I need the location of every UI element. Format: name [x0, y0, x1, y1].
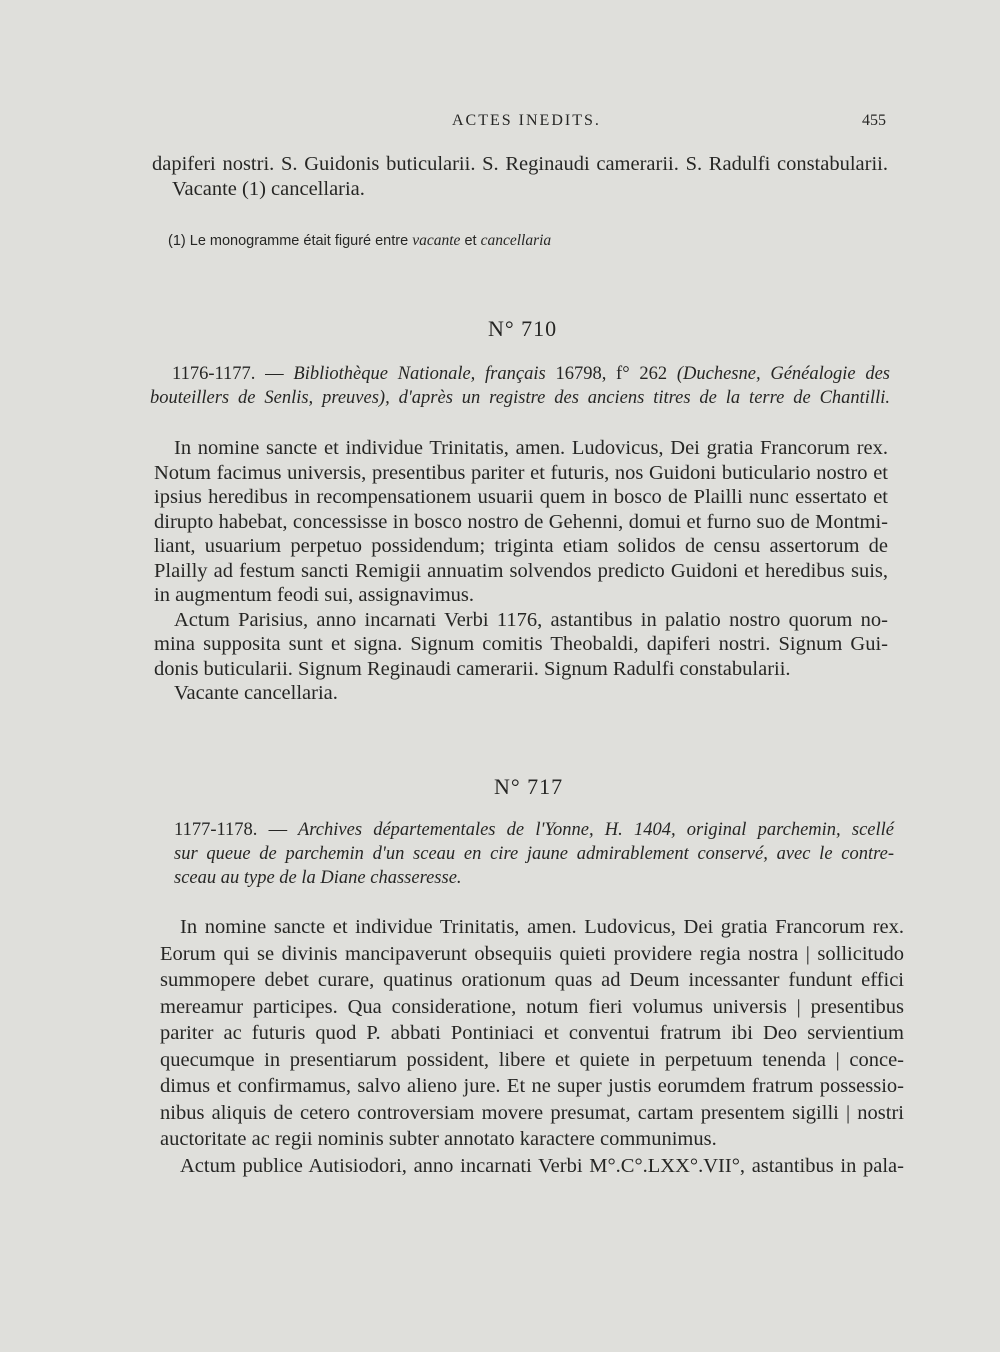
source-repository: Bibliothèque Nationale, français	[293, 364, 546, 384]
source-date: 1177-1178. —	[174, 820, 288, 840]
act-717-text: In nomine sancte et individue Trinitatis, amen. Ludovicus, Dei gratia Francorum rex. Eorum qui se divinis mancipaverunt obsequiis quieti providere regia nostra | sollicitudo summopere debet curare, quatinus orationum quas ad Deum incessanter fundunt effici mereamur participes. Qua consideratione, notum fieri volumus universis | presentibus pariter ac futuris quod P. abbati Pontiniaci et conventui fratrum ibi Deo servientium quecumque in presentiarum possident, libere et quiete in perpetuum tenenda | conce- dimus et confirmamus, salvo alieno jure. Et ne super justis eorumdem fratrum possessio- nibus aliquis de cetero controversiam movere presumat, cartam presentem sigilli | nostri auctoritate ac regii nominis subter annotato karactere communimus. Actum publice Autisiodori, anno incarnati Verbi M°.C°.LXX°.VII°, astantibus in pala-	[160, 916, 904, 1177]
source-shelfmark: 16798, f° 262	[555, 364, 668, 384]
footnote: (1) Le monogramme était figuré entre vacante et cancellaria	[168, 232, 552, 249]
source-line: sur queue de parchemin d'un sceau en cire jaune admirablement conservé, avec le contre-	[174, 844, 894, 864]
text-line: dapiferi nostri. S. Guidonis buticularii. S. Reginaudi camerarii. S. Radulfi constabularii.	[152, 153, 888, 175]
source-line: sceau au type de la Diane chasseresse.	[174, 868, 462, 888]
running-title: ACTES INEDITS.	[452, 112, 601, 129]
running-header	[0, 112, 1000, 136]
source-note-710	[150, 362, 891, 410]
text-line: Vacante (1) cancellaria.	[172, 177, 365, 200]
source-reference: (Duchesne, Généalogie des	[676, 364, 891, 384]
charter-number-710: N° 710	[488, 316, 558, 341]
source-line: bouteillers de Senlis, preuves), d'après un registre des anciens titres de la terre de Chantilli.	[150, 388, 890, 408]
page-number: 455	[862, 112, 886, 129]
act-710-text: In nomine sancte et individue Trinitatis, amen. Ludovicus, Dei gratia Francorum rex. Notum facimus universis, presentibus pariter et futuris, nos Guidoni buticulario nostro et ipsius heredibus in recompensationem usuarii quem in bosco de Plailli nunc essertato et dirupto habebat, concessisse in bosco nostro de Gehenni, domui et furno suo de Montmi- liant, usuarium perpetuo possidendum; triginta etiam solidos de censu assertorum de Plailly ad festum sancti Remigii annuatim solvendos predicto Guidoni et heredibus suis, in augmentum feodi sui, assignavimus. Actum Parisius, anno incarnati Verbi 1176, astantibus in palatio nostro quorum no- mina supposita sunt et signa. Signum comitis Theobaldi, dapiferi nostri. Signum Gui- donis buticularii. Signum Reginaudi camerarii. Signum Radulfi constabularii. Vacante cancellaria.	[154, 437, 888, 704]
prev-act-continuation	[152, 152, 888, 201]
charter-number-717: N° 717	[494, 774, 564, 799]
source-date: 1176-1177. —	[172, 364, 284, 384]
source-reference: Archives départementales de l'Yonne, H. 1404, original parchemin, scellé	[297, 820, 894, 840]
source-note-717	[174, 818, 894, 890]
